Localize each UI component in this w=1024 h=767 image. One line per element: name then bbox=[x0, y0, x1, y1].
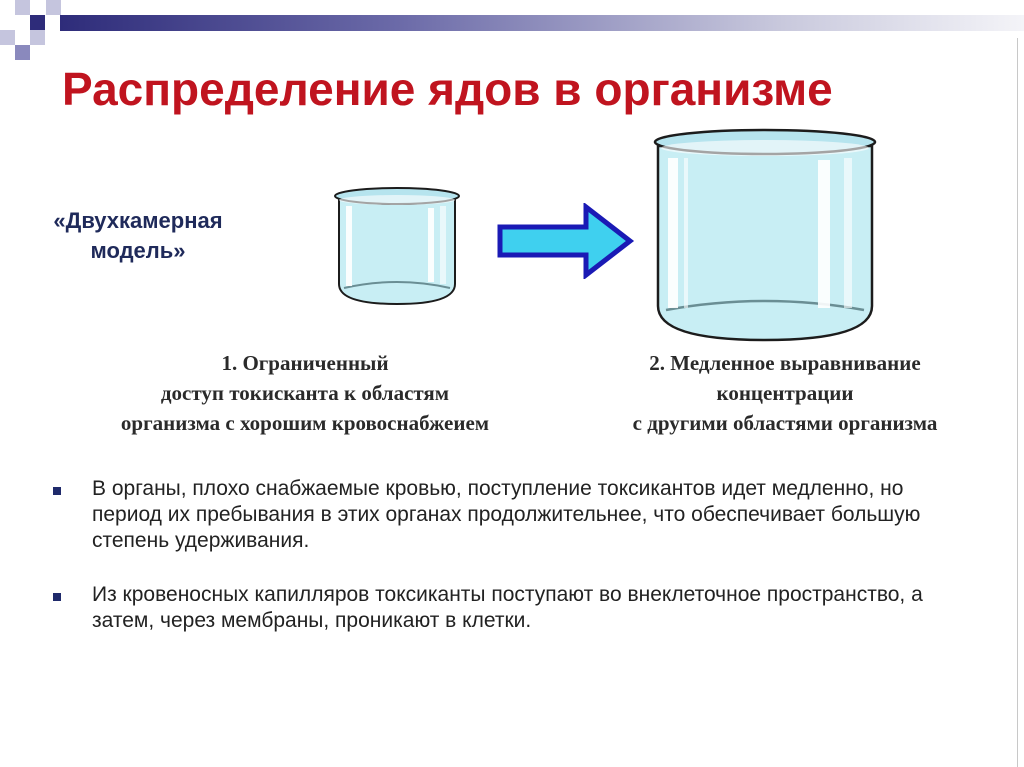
small-jar-icon bbox=[330, 184, 464, 308]
caption-right bbox=[570, 348, 1000, 438]
large-jar-icon bbox=[648, 126, 882, 344]
bullet-list bbox=[50, 476, 970, 662]
caption-right-line-3: с другими областями организма bbox=[632, 411, 938, 435]
caption-right-line-2: концентрации bbox=[716, 381, 854, 405]
bullet-item bbox=[50, 582, 970, 634]
caption-left-line-2: доступ токисканта к областям bbox=[160, 381, 450, 405]
bullet-text: В органы, плохо снабжаемые кровью, поступление токсикантов идет медленно, но период их пребывания в этих органах продолжительнее, что обеспечивает большую степень удерживания. bbox=[92, 477, 921, 552]
slide-title: Распределение ядов в организме bbox=[62, 63, 833, 115]
caption-right-line-1: 2. Медленное выравнивание bbox=[649, 351, 921, 375]
square-bullet-icon bbox=[53, 593, 61, 601]
square-bullet-icon bbox=[53, 487, 61, 495]
bullet-item bbox=[50, 476, 970, 554]
decorative-header-bar bbox=[60, 15, 1024, 31]
bullet-text: Из кровеносных капилляров токсиканты поступают во внеклеточное пространство, а затем, через мембраны, проникают в клетки. bbox=[92, 583, 923, 632]
caption-left-line-3: организма с хорошим кровоснабжеием bbox=[120, 411, 490, 435]
slide-frame-line bbox=[1017, 38, 1018, 767]
caption-left bbox=[60, 348, 550, 438]
model-label: «Двухкамерная модель» bbox=[53, 208, 223, 263]
caption-left-line-1: 1. Ограниченный bbox=[221, 351, 389, 375]
right-arrow-icon bbox=[496, 203, 636, 279]
